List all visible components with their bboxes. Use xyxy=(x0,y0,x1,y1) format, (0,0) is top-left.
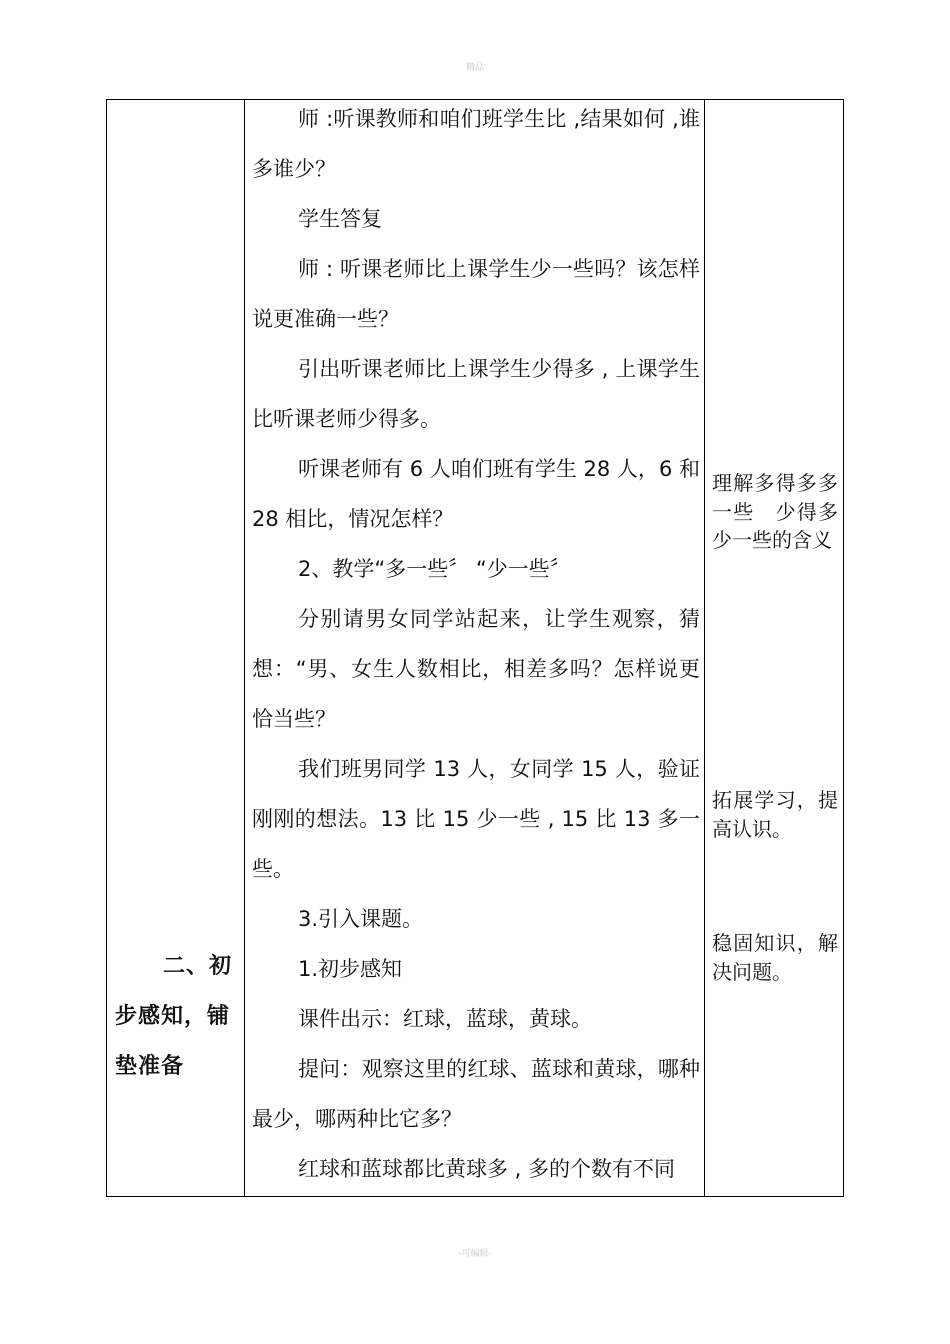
design-intent-note-1 xyxy=(712,469,838,555)
note-text: 稳固知识，解决问题。 xyxy=(712,931,838,984)
note-text: 拓展学习，提高认识。 xyxy=(712,788,838,841)
content-paragraph: 分别请男女同学站起来，让学生观察，猜想：“男、女生人数相比，相差多吗？怎样说更恰当些？ xyxy=(252,607,700,731)
stage-title-line-2: 步感知，铺 xyxy=(115,1004,231,1029)
content-paragraph: 3.引入课题。 xyxy=(298,907,424,931)
content-paragraph: 我们班男同学 13 人，女同学 15 人，验证刚刚的想法。13 比 15 少一些 , 15 比 13 多一些。 xyxy=(252,757,700,881)
content-paragraph: 红球和蓝球都比黄球多 , 多的个数有不同 xyxy=(298,1157,676,1181)
stage-title-line-3: 垫准备 xyxy=(115,1054,185,1079)
column-divider-1 xyxy=(244,100,245,1196)
content-paragraph: 听课老师有 6 人咱们班有学生 28 人，6 和 28 相比，情况怎样？ xyxy=(252,457,700,531)
content-paragraph: 提问：观察这里的红球、蓝球和黄球，哪种最少，哪两种比它多？ xyxy=(252,1057,700,1131)
stage-title-cell xyxy=(115,942,239,1092)
content-paragraph: 师 :听课教师和咱们班学生比 ,结果如何 ,谁多谁少？ xyxy=(252,107,700,181)
content-paragraph: 2、教学“多一些〞 “少一些〞 xyxy=(298,557,571,581)
header-watermark: 精品 xyxy=(465,63,484,73)
content-paragraph: 课件出示：红球，蓝球，黄球。 xyxy=(298,1007,592,1031)
teaching-content-cell xyxy=(252,94,700,1194)
note-text: 理解多得多多一些 少得多少一些的含义 xyxy=(712,471,838,552)
content-paragraph: 学生答复 xyxy=(298,207,382,231)
content-paragraph: 1.初步感知 xyxy=(298,957,403,981)
lesson-table xyxy=(106,99,844,1197)
content-paragraph: 引出听课老师比上课学生少得多 , 上课学生比听课老师少得多。 xyxy=(252,357,700,431)
stage-title-line-1: 二、初 xyxy=(163,954,233,979)
footer-watermark: -可编辑- xyxy=(458,1249,492,1259)
design-intent-note-3 xyxy=(712,929,838,986)
content-paragraph: 师 : 听课老师比上课学生少一些吗？该怎样说更准确一些？ xyxy=(252,257,700,331)
design-intent-note-2 xyxy=(712,786,838,843)
column-divider-2 xyxy=(704,100,705,1196)
